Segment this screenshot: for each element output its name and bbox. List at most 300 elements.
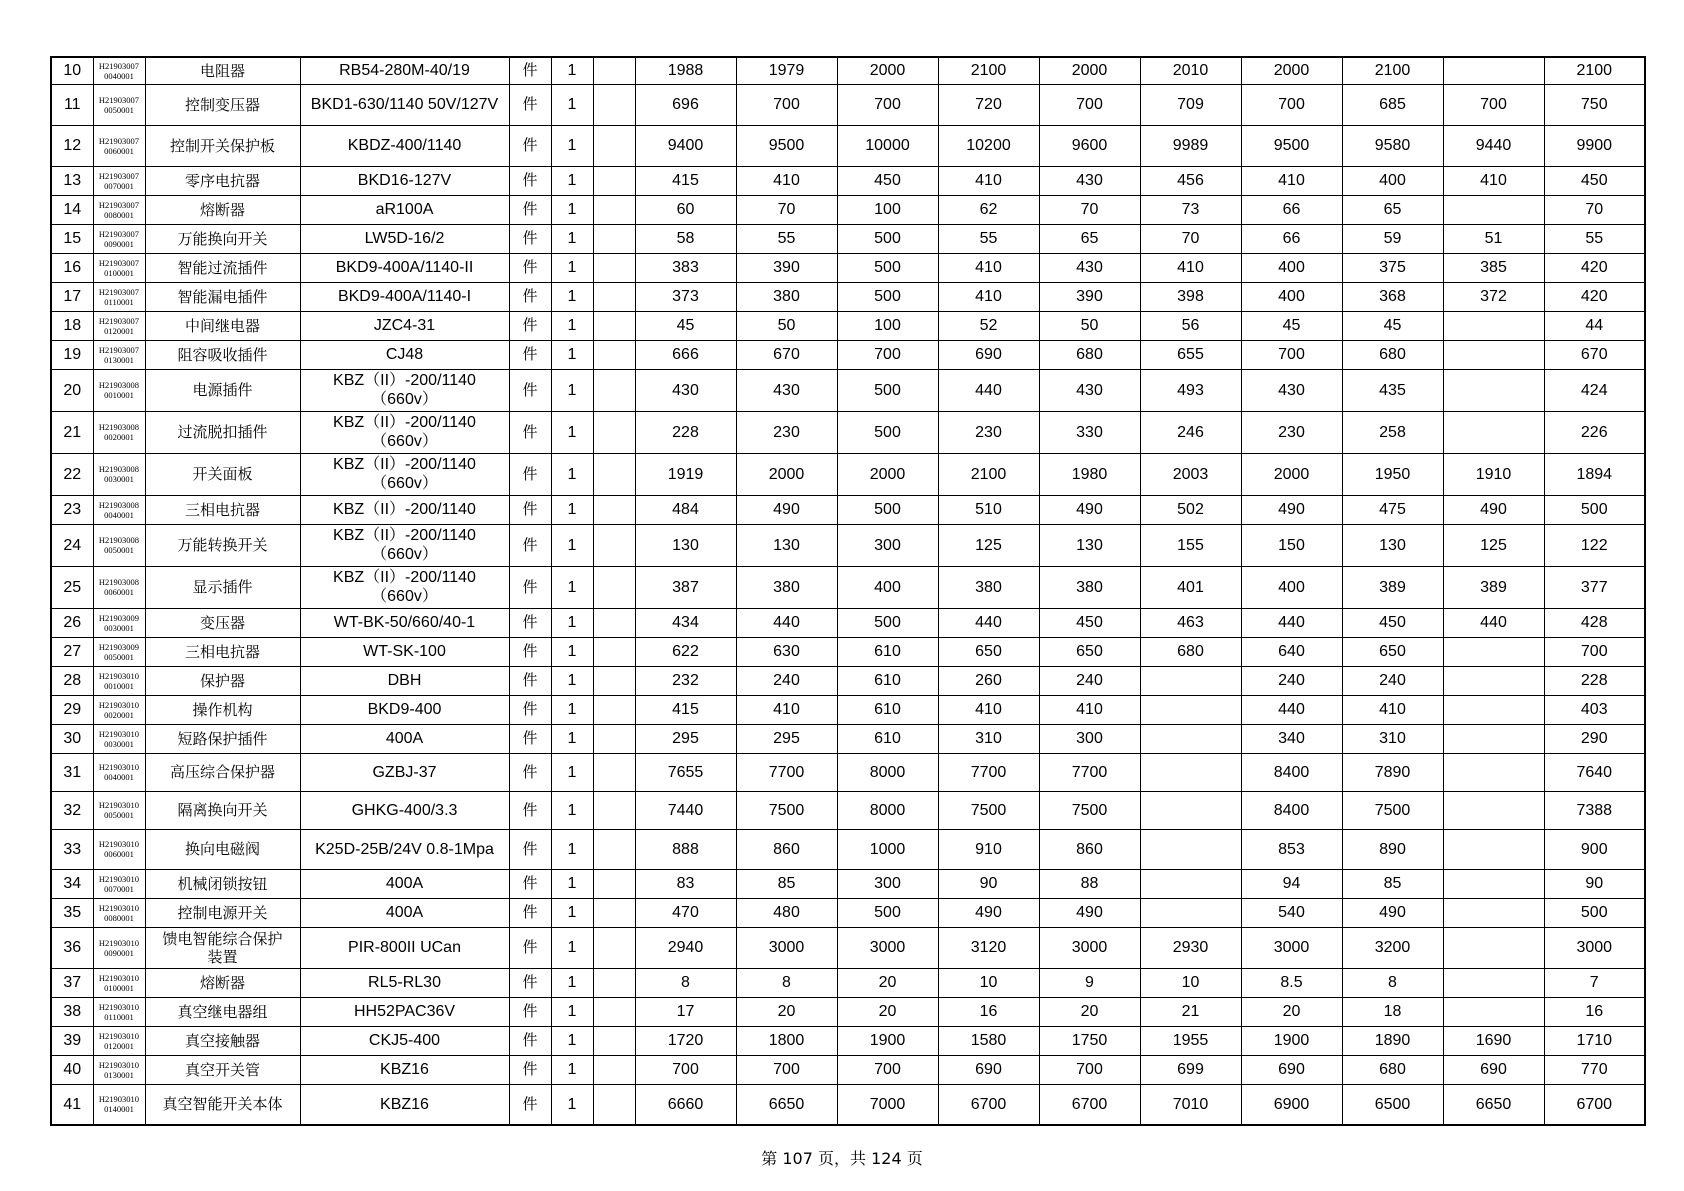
quantity-cell: 1	[551, 224, 593, 253]
price-cell: 2100	[1342, 57, 1443, 84]
price-cell: 380	[736, 566, 837, 608]
price-cell: 20	[736, 997, 837, 1026]
price-cell	[1443, 927, 1544, 968]
price-cell: 456	[1140, 166, 1241, 195]
price-cell: 17	[635, 997, 736, 1026]
quantity-cell: 1	[551, 340, 593, 369]
price-cell: 415	[635, 695, 736, 724]
item-name-cell: 高压综合保护器	[145, 753, 300, 791]
blank-cell	[593, 829, 635, 869]
price-cell: 490	[938, 898, 1039, 927]
price-cell: 424	[1544, 369, 1645, 411]
blank-cell	[593, 195, 635, 224]
unit-cell: 件	[509, 282, 551, 311]
price-cell: 410	[938, 282, 1039, 311]
price-cell	[1443, 695, 1544, 724]
unit-cell: 件	[509, 195, 551, 224]
price-cell: 389	[1443, 566, 1544, 608]
price-cell: 7000	[837, 1084, 938, 1125]
price-cell: 7500	[938, 791, 1039, 829]
item-name-cell: 真空继电器组	[145, 997, 300, 1026]
row-number-cell: 26	[51, 608, 93, 637]
price-cell: 8000	[837, 753, 938, 791]
item-name-cell: 智能过流插件	[145, 253, 300, 282]
price-cell: 696	[635, 84, 736, 125]
material-code-cell: H21903010 0100001	[93, 968, 145, 997]
price-cell: 228	[1544, 666, 1645, 695]
blank-cell	[593, 927, 635, 968]
blank-cell	[593, 253, 635, 282]
price-cell: 100	[837, 195, 938, 224]
price-cell: 440	[1241, 695, 1342, 724]
item-name-cell: 操作机构	[145, 695, 300, 724]
price-cell: 640	[1241, 637, 1342, 666]
price-cell: 10	[1140, 968, 1241, 997]
price-cell: 7700	[938, 753, 1039, 791]
price-cell: 490	[1241, 495, 1342, 524]
table-row	[51, 927, 1645, 968]
row-number-cell: 21	[51, 411, 93, 453]
price-cell	[1443, 829, 1544, 869]
price-cell	[1443, 57, 1544, 84]
blank-cell	[593, 724, 635, 753]
row-number-cell: 38	[51, 997, 93, 1026]
price-cell: 130	[635, 524, 736, 566]
price-cell	[1443, 637, 1544, 666]
unit-cell: 件	[509, 57, 551, 84]
price-cell: 500	[837, 224, 938, 253]
blank-cell	[593, 282, 635, 311]
model-spec-cell: LW5D-16/2	[300, 224, 509, 253]
price-cell: 900	[1544, 829, 1645, 869]
price-cell: 690	[1241, 1055, 1342, 1084]
blank-cell	[593, 166, 635, 195]
model-spec-cell: HH52PAC36V	[300, 997, 509, 1026]
price-cell: 240	[1342, 666, 1443, 695]
price-cell: 230	[736, 411, 837, 453]
price-table	[50, 56, 1646, 1126]
price-cell: 430	[1039, 253, 1140, 282]
model-spec-cell: BKD9-400A/1140-I	[300, 282, 509, 311]
material-code-cell: H21903007 0090001	[93, 224, 145, 253]
price-cell: 70	[736, 195, 837, 224]
price-cell: 610	[837, 666, 938, 695]
item-name-cell: 电阻器	[145, 57, 300, 84]
row-number-cell: 36	[51, 927, 93, 968]
price-cell: 10000	[837, 125, 938, 166]
quantity-cell: 1	[551, 1026, 593, 1055]
blank-cell	[593, 340, 635, 369]
price-cell: 428	[1544, 608, 1645, 637]
price-cell: 20	[837, 997, 938, 1026]
price-cell: 6500	[1342, 1084, 1443, 1125]
item-name-cell: 真空接触器	[145, 1026, 300, 1055]
model-spec-cell: RB54-280M-40/19	[300, 57, 509, 84]
price-cell: 1900	[1241, 1026, 1342, 1055]
price-cell: 21	[1140, 997, 1241, 1026]
price-cell: 415	[635, 166, 736, 195]
price-cell: 7700	[736, 753, 837, 791]
price-cell: 88	[1039, 869, 1140, 898]
material-code-cell: H21903009 0030001	[93, 608, 145, 637]
material-code-cell: H21903008 0030001	[93, 453, 145, 495]
row-number-cell: 19	[51, 340, 93, 369]
model-spec-cell: BKD9-400A/1140-II	[300, 253, 509, 282]
price-cell: 85	[736, 869, 837, 898]
table-row	[51, 411, 1645, 453]
table-row	[51, 791, 1645, 829]
unit-cell: 件	[509, 666, 551, 695]
row-number-cell: 31	[51, 753, 93, 791]
price-cell: 45	[1241, 311, 1342, 340]
price-cell: 540	[1241, 898, 1342, 927]
table-row	[51, 495, 1645, 524]
table-row	[51, 1055, 1645, 1084]
model-spec-cell: KBZ（II）-200/1140 （660v）	[300, 369, 509, 411]
blank-cell	[593, 224, 635, 253]
price-cell: 9400	[635, 125, 736, 166]
model-spec-cell: 400A	[300, 869, 509, 898]
price-cell: 1720	[635, 1026, 736, 1055]
price-cell: 6650	[736, 1084, 837, 1125]
price-cell: 240	[1039, 666, 1140, 695]
table-row	[51, 224, 1645, 253]
price-cell: 6700	[1039, 1084, 1140, 1125]
model-spec-cell: BKD16-127V	[300, 166, 509, 195]
price-cell: 125	[1443, 524, 1544, 566]
table-row	[51, 1026, 1645, 1055]
table-row	[51, 1084, 1645, 1125]
price-cell: 130	[1039, 524, 1140, 566]
table-row	[51, 57, 1645, 84]
blank-cell	[593, 997, 635, 1026]
price-cell: 420	[1544, 253, 1645, 282]
unit-cell: 件	[509, 637, 551, 666]
price-cell	[1443, 340, 1544, 369]
row-number-cell: 27	[51, 637, 93, 666]
price-cell: 510	[938, 495, 1039, 524]
price-cell	[1443, 411, 1544, 453]
price-cell: 410	[938, 253, 1039, 282]
row-number-cell: 10	[51, 57, 93, 84]
quantity-cell: 1	[551, 791, 593, 829]
table-row	[51, 566, 1645, 608]
item-name-cell: 变压器	[145, 608, 300, 637]
price-cell: 3120	[938, 927, 1039, 968]
price-cell: 3000	[1544, 927, 1645, 968]
table-row	[51, 340, 1645, 369]
price-cell: 655	[1140, 340, 1241, 369]
price-cell: 1894	[1544, 453, 1645, 495]
price-cell: 700	[1039, 1055, 1140, 1084]
price-cell: 400	[1241, 253, 1342, 282]
price-cell: 500	[837, 495, 938, 524]
material-code-cell: H21903010 0070001	[93, 869, 145, 898]
price-cell: 380	[938, 566, 1039, 608]
price-cell: 70	[1544, 195, 1645, 224]
page-footer: 第 107 页，共 124 页	[761, 1149, 923, 1168]
price-cell: 9	[1039, 968, 1140, 997]
price-cell: 610	[837, 637, 938, 666]
model-spec-cell: WT-BK-50/660/40-1	[300, 608, 509, 637]
price-cell: 6700	[938, 1084, 1039, 1125]
table-row	[51, 608, 1645, 637]
price-cell: 20	[837, 968, 938, 997]
price-cell: 300	[1039, 724, 1140, 753]
material-code-cell: H21903008 0040001	[93, 495, 145, 524]
unit-cell: 件	[509, 84, 551, 125]
model-spec-cell: KBZ（II）-200/1140 （660v）	[300, 524, 509, 566]
table-row	[51, 968, 1645, 997]
item-name-cell: 控制电源开关	[145, 898, 300, 927]
price-cell: 1955	[1140, 1026, 1241, 1055]
price-cell: 1800	[736, 1026, 837, 1055]
unit-cell: 件	[509, 968, 551, 997]
price-cell: 690	[938, 340, 1039, 369]
price-cell: 7500	[1039, 791, 1140, 829]
price-cell	[1140, 791, 1241, 829]
price-cell: 670	[1544, 340, 1645, 369]
unit-cell: 件	[509, 608, 551, 637]
model-spec-cell: WT-SK-100	[300, 637, 509, 666]
material-code-cell: H21903010 0020001	[93, 695, 145, 724]
price-cell: 8400	[1241, 753, 1342, 791]
item-name-cell: 智能漏电插件	[145, 282, 300, 311]
price-cell: 666	[635, 340, 736, 369]
model-spec-cell: KBZ（II）-200/1140 （660v）	[300, 411, 509, 453]
price-cell: 295	[635, 724, 736, 753]
price-cell	[1140, 695, 1241, 724]
price-cell	[1443, 997, 1544, 1026]
table-row	[51, 829, 1645, 869]
row-number-cell: 14	[51, 195, 93, 224]
price-cell: 16	[1544, 997, 1645, 1026]
item-name-cell: 零序电抗器	[145, 166, 300, 195]
table-row	[51, 637, 1645, 666]
quantity-cell: 1	[551, 369, 593, 411]
item-name-cell: 保护器	[145, 666, 300, 695]
price-cell: 368	[1342, 282, 1443, 311]
price-cell: 7640	[1544, 753, 1645, 791]
price-cell: 295	[736, 724, 837, 753]
price-cell: 387	[635, 566, 736, 608]
price-cell: 410	[1241, 166, 1342, 195]
blank-cell	[593, 608, 635, 637]
price-cell: 59	[1342, 224, 1443, 253]
price-cell: 450	[1039, 608, 1140, 637]
price-cell: 490	[736, 495, 837, 524]
price-cell: 372	[1443, 282, 1544, 311]
item-name-cell: 开关面板	[145, 453, 300, 495]
price-cell: 420	[1544, 282, 1645, 311]
price-cell: 290	[1544, 724, 1645, 753]
price-cell: 52	[938, 311, 1039, 340]
price-cell: 700	[837, 1055, 938, 1084]
table-row	[51, 195, 1645, 224]
blank-cell	[593, 1055, 635, 1084]
price-cell: 45	[635, 311, 736, 340]
price-cell: 680	[1140, 637, 1241, 666]
price-cell: 410	[1039, 695, 1140, 724]
price-cell: 230	[1241, 411, 1342, 453]
price-cell: 130	[1342, 524, 1443, 566]
quantity-cell: 1	[551, 829, 593, 869]
model-spec-cell: KBZ（II）-200/1140	[300, 495, 509, 524]
price-cell: 430	[1039, 369, 1140, 411]
price-cell	[1443, 968, 1544, 997]
table-row	[51, 453, 1645, 495]
price-cell: 300	[837, 524, 938, 566]
price-cell: 700	[1039, 84, 1140, 125]
row-number-cell: 15	[51, 224, 93, 253]
row-number-cell: 24	[51, 524, 93, 566]
price-cell: 434	[635, 608, 736, 637]
price-cell: 8400	[1241, 791, 1342, 829]
quantity-cell: 1	[551, 927, 593, 968]
price-cell: 58	[635, 224, 736, 253]
price-cell: 2940	[635, 927, 736, 968]
price-cell: 853	[1241, 829, 1342, 869]
price-cell	[1140, 666, 1241, 695]
price-cell: 490	[1039, 898, 1140, 927]
price-cell: 9600	[1039, 125, 1140, 166]
price-cell: 720	[938, 84, 1039, 125]
price-cell: 230	[938, 411, 1039, 453]
unit-cell: 件	[509, 1026, 551, 1055]
price-cell: 73	[1140, 195, 1241, 224]
price-cell: 890	[1342, 829, 1443, 869]
price-cell: 2000	[1039, 57, 1140, 84]
item-name-cell: 真空智能开关本体	[145, 1084, 300, 1125]
material-code-cell: H21903008 0060001	[93, 566, 145, 608]
price-cell: 7500	[736, 791, 837, 829]
price-cell: 8	[1342, 968, 1443, 997]
unit-cell: 件	[509, 224, 551, 253]
price-cell: 700	[635, 1055, 736, 1084]
model-spec-cell: aR100A	[300, 195, 509, 224]
price-cell: 44	[1544, 311, 1645, 340]
price-cell: 10	[938, 968, 1039, 997]
model-spec-cell: GZBJ-37	[300, 753, 509, 791]
item-name-cell: 显示插件	[145, 566, 300, 608]
blank-cell	[593, 968, 635, 997]
price-cell: 240	[1241, 666, 1342, 695]
price-cell: 470	[635, 898, 736, 927]
price-cell: 310	[938, 724, 1039, 753]
model-spec-cell: DBH	[300, 666, 509, 695]
row-number-cell: 39	[51, 1026, 93, 1055]
blank-cell	[593, 566, 635, 608]
price-cell: 700	[1443, 84, 1544, 125]
model-spec-cell: BKD9-400	[300, 695, 509, 724]
row-number-cell: 29	[51, 695, 93, 724]
price-cell: 1950	[1342, 453, 1443, 495]
price-comparison-sheet	[50, 56, 1644, 1126]
price-cell: 700	[1241, 84, 1342, 125]
price-cell: 400	[1241, 282, 1342, 311]
price-cell: 7655	[635, 753, 736, 791]
price-cell: 62	[938, 195, 1039, 224]
price-cell: 150	[1241, 524, 1342, 566]
item-name-cell: 控制变压器	[145, 84, 300, 125]
price-cell: 410	[736, 695, 837, 724]
material-code-cell: H21903010 0080001	[93, 898, 145, 927]
item-name-cell: 过流脱扣插件	[145, 411, 300, 453]
material-code-cell: H21903008 0020001	[93, 411, 145, 453]
table-row	[51, 869, 1645, 898]
price-cell: 400	[837, 566, 938, 608]
material-code-cell: H21903010 0010001	[93, 666, 145, 695]
item-name-cell: 三相电抗器	[145, 495, 300, 524]
price-cell	[1140, 724, 1241, 753]
quantity-cell: 1	[551, 666, 593, 695]
price-cell: 240	[736, 666, 837, 695]
price-cell: 610	[837, 724, 938, 753]
item-name-cell: 熔断器	[145, 195, 300, 224]
price-cell: 610	[837, 695, 938, 724]
unit-cell: 件	[509, 340, 551, 369]
blank-cell	[593, 311, 635, 340]
price-cell: 66	[1241, 224, 1342, 253]
price-cell: 3200	[1342, 927, 1443, 968]
price-cell: 380	[1039, 566, 1140, 608]
blank-cell	[593, 666, 635, 695]
quantity-cell: 1	[551, 411, 593, 453]
unit-cell: 件	[509, 927, 551, 968]
unit-cell: 件	[509, 753, 551, 791]
price-cell: 8.5	[1241, 968, 1342, 997]
quantity-cell: 1	[551, 869, 593, 898]
model-spec-cell: GHKG-400/3.3	[300, 791, 509, 829]
price-cell: 709	[1140, 84, 1241, 125]
price-cell: 330	[1039, 411, 1140, 453]
row-number-cell: 25	[51, 566, 93, 608]
unit-cell: 件	[509, 997, 551, 1026]
price-cell: 20	[1241, 997, 1342, 1026]
price-cell: 2100	[938, 57, 1039, 84]
quantity-cell: 1	[551, 282, 593, 311]
price-cell: 400	[1241, 566, 1342, 608]
price-cell: 155	[1140, 524, 1241, 566]
material-code-cell: H21903007 0100001	[93, 253, 145, 282]
table-row	[51, 753, 1645, 791]
quantity-cell: 1	[551, 57, 593, 84]
row-number-cell: 23	[51, 495, 93, 524]
material-code-cell: H21903010 0110001	[93, 997, 145, 1026]
price-cell: 490	[1342, 898, 1443, 927]
row-number-cell: 40	[51, 1055, 93, 1084]
price-cell: 7010	[1140, 1084, 1241, 1125]
price-cell: 700	[1241, 340, 1342, 369]
quantity-cell: 1	[551, 608, 593, 637]
price-cell: 226	[1544, 411, 1645, 453]
price-cell: 450	[837, 166, 938, 195]
quantity-cell: 1	[551, 195, 593, 224]
price-cell: 450	[1342, 608, 1443, 637]
price-cell: 258	[1342, 411, 1443, 453]
price-cell: 1980	[1039, 453, 1140, 495]
price-cell: 484	[635, 495, 736, 524]
price-cell: 490	[1443, 495, 1544, 524]
price-cell: 9500	[1241, 125, 1342, 166]
table-row	[51, 369, 1645, 411]
price-cell: 2000	[736, 453, 837, 495]
price-cell: 3000	[736, 927, 837, 968]
blank-cell	[593, 524, 635, 566]
item-name-cell: 万能换向开关	[145, 224, 300, 253]
quantity-cell: 1	[551, 753, 593, 791]
price-cell: 493	[1140, 369, 1241, 411]
